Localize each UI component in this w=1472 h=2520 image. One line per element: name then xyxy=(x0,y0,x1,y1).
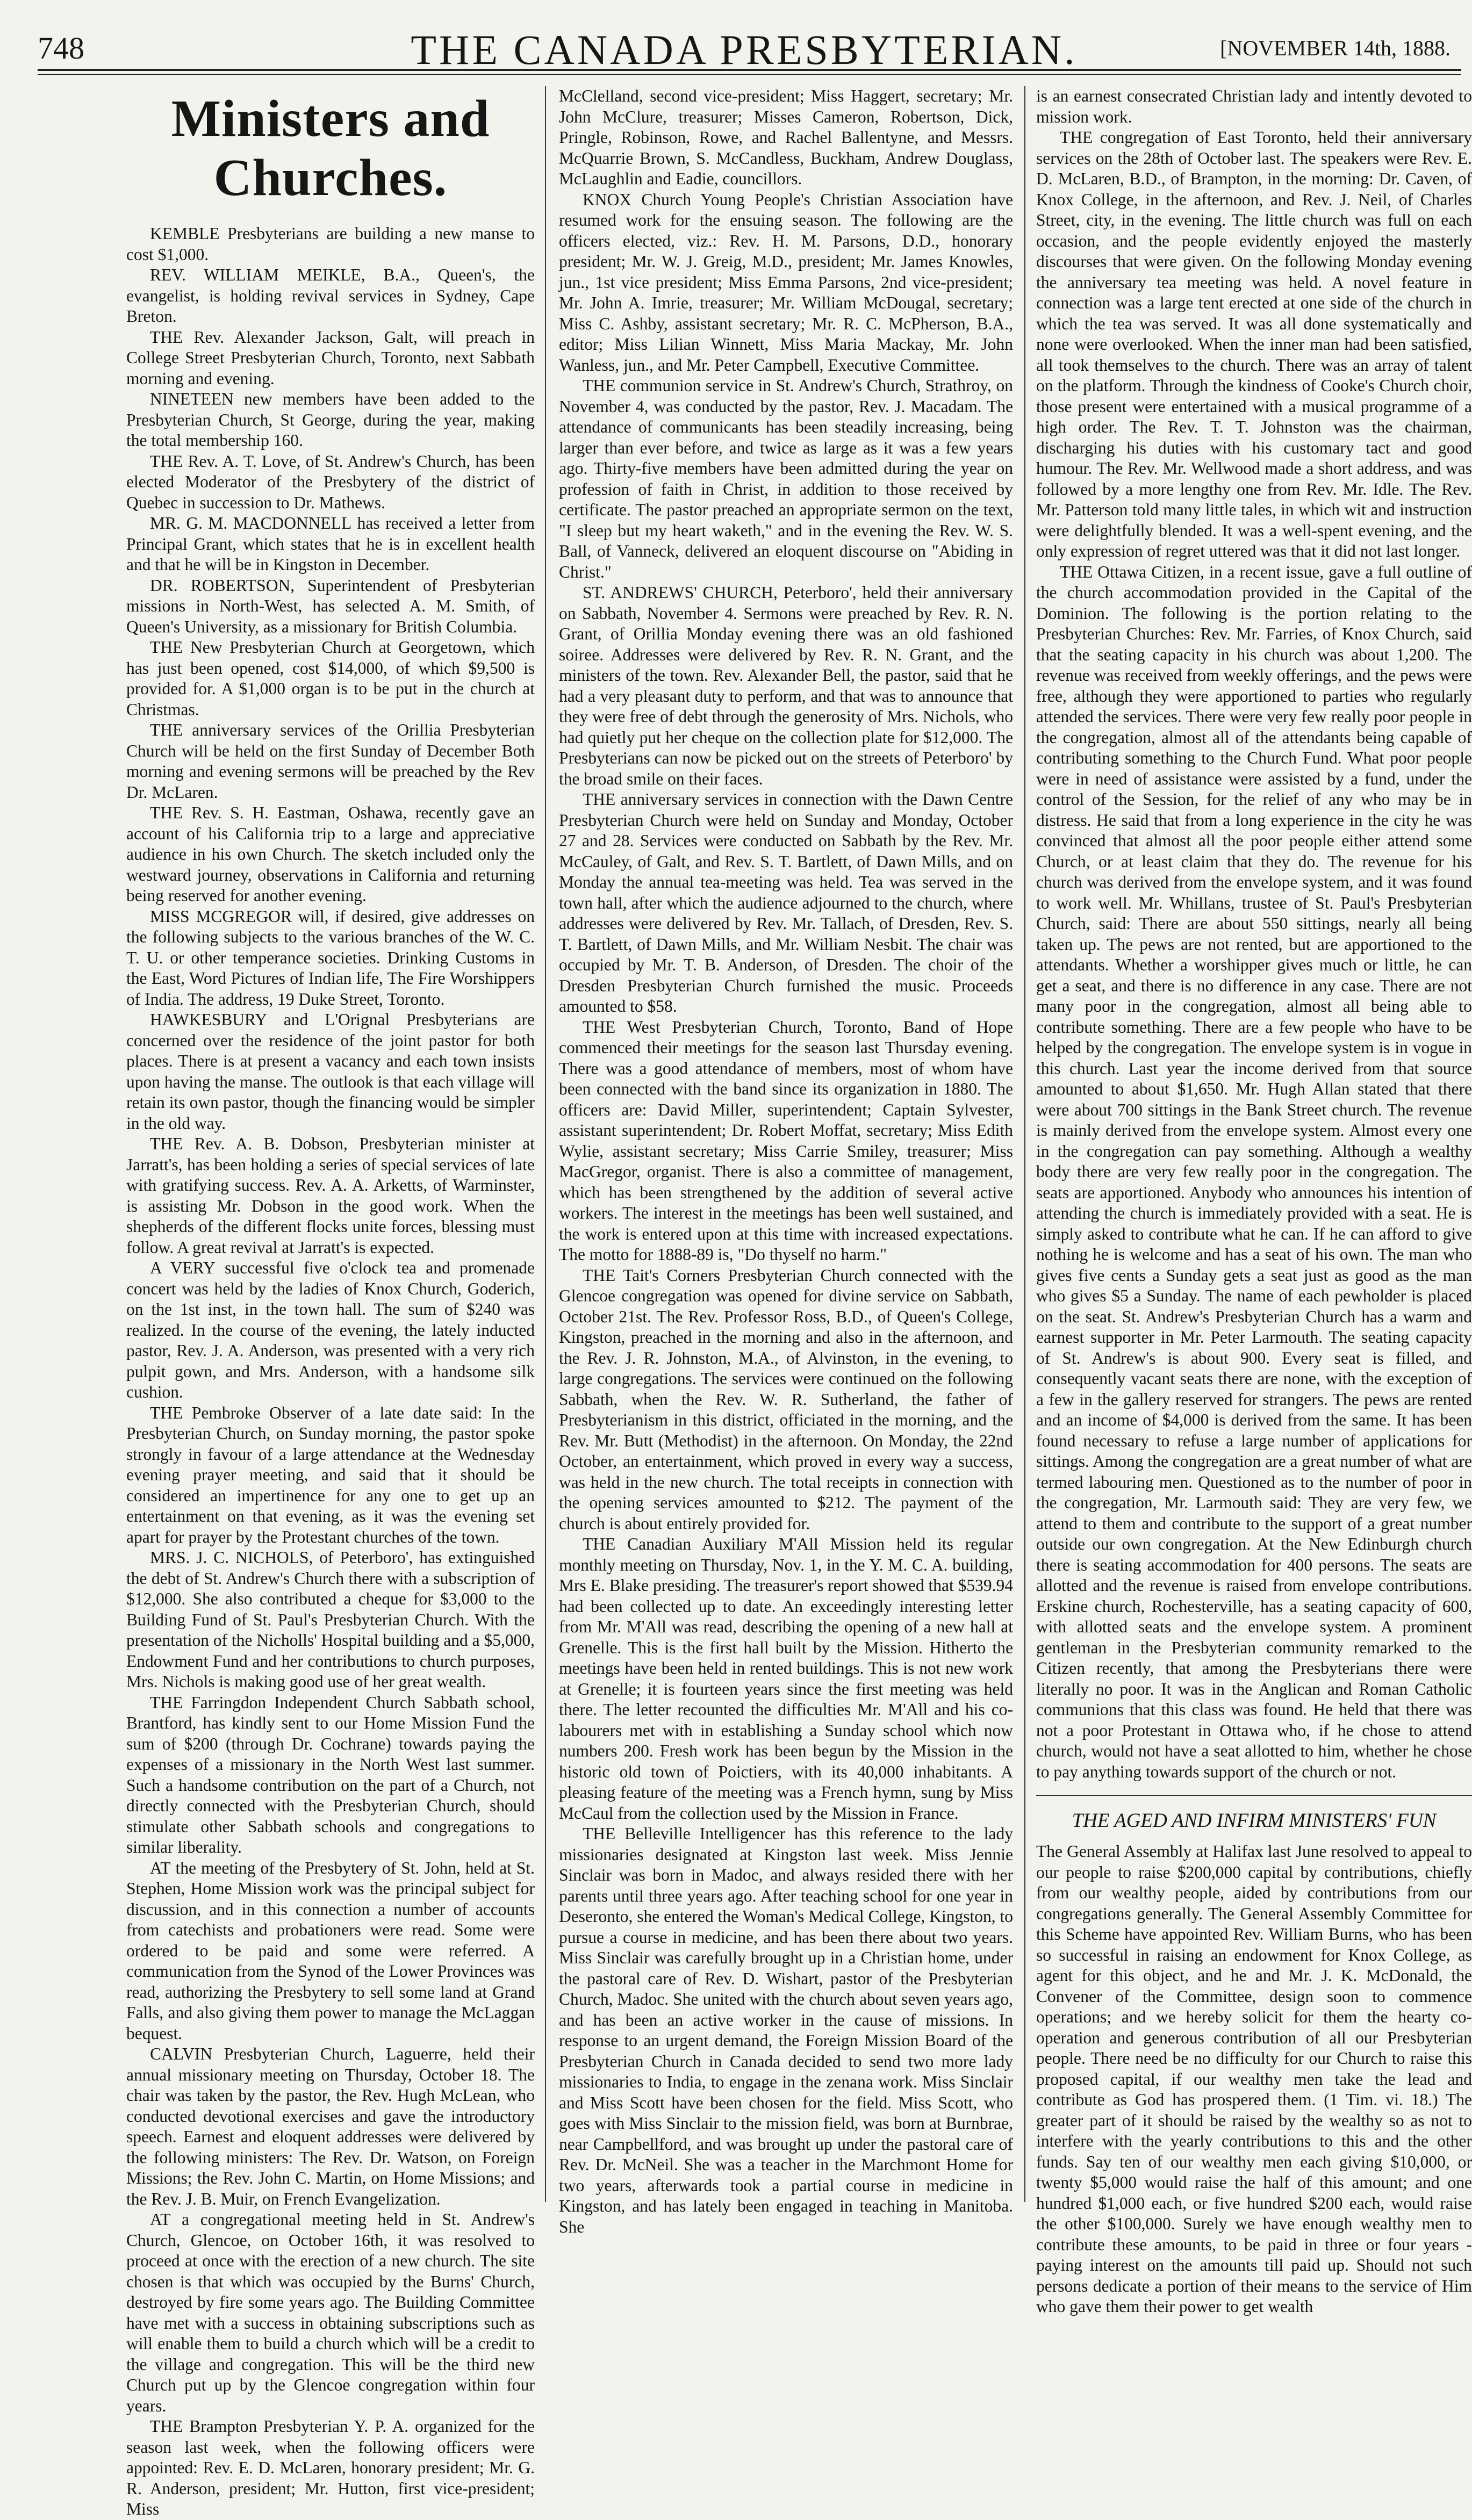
news-paragraph xyxy=(126,637,535,720)
paragraph-text: anniversary services in connection with the Dawn Centre Presbyterian Church were held on Sunday and Monday, October 27 and 28. Services were conducted on Sabbath by the Rev. Mr. McCauley, of Galt, and Rev. S. T. Bartlett, of Dawn Mills, and on Monday the annual tea-meeting was held. Tea was served in the town hall, after which the audience adjourned to the church, where addresses were delivered by Rev. Mr. Tallach, of Dresden, Rev. S. T. Bartlett, of Dawn Mills, and Mr. William Nesbit. The chair was occupied by Mr. T. B. Anderson, of Dresden. The choir of the Dresden Presbyterian Church furnished the music. Proceeds amounted to $58. xyxy=(559,790,1013,1016)
news-paragraph xyxy=(126,327,535,390)
paragraph-text: the meeting of the Presbytery of St. John, held at St. Stephen, Home Mission work was the principal subject for discussion, and in this connection a number of accounts from catechists and probationers were read. Some were ordered to be paid and some were referred. A communication from the Synod of the Lower Provinces was read, authorizing the Presbytery to sell some land at Grand Falls, and also giving them power to manage the McLaggan bequest. xyxy=(126,1858,535,2043)
paragraph-lead: THE xyxy=(1060,128,1093,147)
paragraph-lead: THE xyxy=(583,790,616,809)
paragraph-text: The General Assembly at Halifax last June resolved to appeal to our people to raise $200,000 capital by contributions, chiefly from our wealthy people, aided by contributions from our congregations generally. The General Assembly Committee for this Scheme have appointed Rev. William Burns, who has been so successful in raising an endowment for Knox College, as agent for this object, and he and Mr. J. K. McDonald, the Convener of the Committee, design soon to commence operations; and we hereby solicit for them the hearty co-operation and generous contribution of all our Presbyterian people. There need be no difficulty for our Church to raise this proposed capital, if our wealthy men take the lead and contribute as God has prospered them. (1 Tim. vi. 18.) The greater part of it should be raised by the wealthy so as not to interfere with the yearly contributions to this and the other funds. Say ten of our wealthy men each giving $10,000, or twenty $5,000 would raise the half of this amount; and one hundred $1,000 each, or five hundred $200 each, would raise the other $100,000. Surely we have enough wealthy men to contribute these amounts, to be paid in three or four years - paying interest on the amounts till paid up. Should not such persons dedicate a portion of their means to the service of Him who gave them their power to get wealth xyxy=(1036,1842,1472,2316)
paragraph-text: Rev. S. H. Eastman, Oshawa, recently gave an account of his California trip to a large and appreciative audience in his own Church. The sketch included only the westward journey, observations in California and returning being reserved for another evening. xyxy=(126,803,535,905)
paragraph-lead: THE xyxy=(1060,562,1093,581)
paragraph-text: Presbyterians are building a new manse to cost $1,000. xyxy=(126,224,535,264)
paragraph-lead: HAWKESBURY xyxy=(150,1010,267,1029)
paragraph-lead: AT xyxy=(150,2210,171,2229)
paragraph-lead: ST. ANDREWS' CHURCH, xyxy=(583,583,778,602)
paragraph-text: a congregational meeting held in St. Andrew's Church, Glencoe, on October 16th, it was resolved to proceed at once with the erection of a new church. The site chosen is that which was occupied by the Burns' Church, destroyed by fire some years ago. The Building Committee have met with a success in obtaining subscriptions such as will enable them to build a church which will be a credit to the village and congregation. This will be the third new Church put up by the Glencoe congregation within four years. xyxy=(126,2210,535,2415)
paragraph-text: Queen's, the evangelist, is holding revival services in Sydney, Cape Breton. xyxy=(126,265,535,326)
column-divider xyxy=(1024,86,1025,2202)
news-paragraph xyxy=(126,513,535,575)
paragraph-lead: THE xyxy=(583,1265,616,1285)
paragraph-text: Peterboro', held their anniversary on Sabbath, November 4. Sermons were preached by Rev. R. N. Grant, of Orillia Monday evening there was an old fashioned soiree. Addresses were delivered by Rev. R. N. Grant, and the ministers of the town. Rev. Alexander Bell, the pastor, said that he had a very pleasant duty to perform, and that was to announce that they were free of debt through the generosity of Mrs. Nichols, who had quietly put her cheque on the collection plate for $12,000. The Presbyterians can now be picked out on the streets of Peterboro' by the broad smile on their faces. xyxy=(559,583,1014,788)
paragraph-text: Belleville Intelligencer has this reference to the lady missionaries designated at Kingston last week. Miss Jennie Sinclair was born in Madoc, and always resided there with her parents until three years ago. After teaching school for one year in Deseronto, she entered the Woman's Medical College, Kingston, to pursue a course in medicine, and has been there about two years. Miss Sinclair was carefully brought up in a Christian home, under the pastoral care of Rev. D. Wishart, pastor of the Presbyterian Church, Madoc. She united with the church about seven years ago, and has been an active worker in the cause of missions. In response to an urgent demand, the Foreign Mission Board of the Presbyterian Church in Canada decided to send two more lady missionaries to India, to engage in the zenana work. Miss Sinclair and Miss Scott have been chosen for the field. Miss Scott, who goes with Miss Sinclair to the mission field, was born at Burnbrae, near Campbellford, and was brought up under the pastoral care of Rev. Dr. McNeil. She was a teacher in the Marchmont Home for two years, afterwards took a partial course in medicine in Kingston, and has lately been engaged in teaching in Manitoba. She xyxy=(559,1824,1014,2236)
news-paragraph xyxy=(126,2044,535,2209)
news-paragraph xyxy=(559,190,1013,376)
paragraph-text: Church Young People's Christian Association have resumed work for the ensuing season. The following are the officers elected, viz.: Rev. H. M. Parsons, D.D., honorary president; Mr. W. J. Greig, M.D., president; Mr. James Knowles, jun., 1st vice president; Miss Emma Parsons, 2nd vice-president; Mr. John A. Imrie, treasurer; Mr. William McDougal, secretary; Miss C. Ashby, assistant secretary; Mr. R. C. McPherson, B.A., editor; Miss Lilian Winnett, Miss Maria Mackay, Mr. John Wanless, jun., and Mr. Peter Campbell, Executive Committee. xyxy=(559,190,1014,375)
paragraph-lead: THE xyxy=(150,1134,183,1153)
paragraph-text: Brampton Presbyterian Y. P. A. organized for the season last week, when the following officers were appointed: Rev. E. D. McLaren, honorary president; Mr. G. R. Anderson, president; Mr. Hutton, first vice-president; Miss xyxy=(126,2417,535,2518)
paragraph-text: and L'Orignal Presbyterians are concerned over the residence of the joint pastor for both places. There is at present a vacancy and each town insists upon having the manse. The outlook is that each village will retain its own pastor, though the financing would be simpler in the old way. xyxy=(126,1010,535,1133)
paragraph-lead: THE xyxy=(150,721,183,739)
news-paragraph xyxy=(559,376,1013,582)
paragraph-text: has received a letter from Principal Grant, which states that he is in excellent health and that he will be in Kingston in December. xyxy=(126,514,535,574)
paragraph-text: new members have been added to the Presbyterian Church, St George, during the year, making the total membership 160. xyxy=(126,390,535,450)
news-paragraph xyxy=(126,1403,535,1548)
news-paragraph xyxy=(126,1858,535,2044)
news-paragraph xyxy=(1036,86,1472,127)
paragraph-lead: MRS. J. C. NICHOLS, xyxy=(150,1548,313,1567)
paragraph-lead: KEMBLE xyxy=(150,224,220,243)
news-paragraph xyxy=(126,1547,535,1693)
news-paragraph xyxy=(126,2209,535,2416)
paragraph-lead: THE xyxy=(150,1693,183,1712)
paragraph-text: Rev. A. T. Love, of St. Andrew's Church, has been elected Moderator of the Presbytery of the district of Quebec in succession to Dr. Mathews. xyxy=(126,451,535,512)
paragraph-text: of Peterboro', has extinguished the debt of St. Andrew's Church there with a subscription of $12,000. She also contributed a cheque for $3,000 to the Building Fund of St. Paul's Presbyterian Church. With the presentation of the Nicholls' Hospital building and a $5,000, Endowment Fund and her contributions to church purposes, Mrs. Nichols is making good use of her great wealth. xyxy=(126,1548,535,1691)
paragraph-text: Pembroke Observer of a late date said: In the Presbyterian Church, on Sunday morning, the pastor spoke strongly in favour of a large attendance at the Wednesday evening prayer meeting, and said that it should be considered an impertinence for any one to get up an entertainment on that evening, as it was the evening set apart for prayer by the Protestant churches of the town. xyxy=(126,1403,535,1546)
news-paragraph xyxy=(126,803,535,906)
publication-title: THE CANADA PRESBYTERIAN. xyxy=(411,26,1078,73)
paragraph-lead: REV. WILLIAM MEIKLE, B.A., xyxy=(150,265,420,284)
paragraph-lead: THE xyxy=(583,376,616,395)
paragraph-text: Ottawa Citizen, in a recent issue, gave a full outline of the church accommodation provided in the Capital of the Dominion. The following is the portion relating to the Presbyterian Churches: Rev. Mr. Farries, of Knox Church, said that the seating capacity in his church was about 1,200. The revenue was received from weekly offerings, and the pews were free, although they were apportioned to parties who regularly attended the services. There were very few really poor people in the congregation, almost all of the attendants being capable of contributing something to the Church Fund. What poor people were in need of assistance were assisted by a fund, under the control of the Session, for the relief of any who may be in distress. He said that from a long experience in the city he was convinced that almost all the poor people either attend some Church, or at least claim that they do. The revenue for his church was derived from the envelope system, and it was found to work well. Mr. Whillans, trustee of St. Paul's Presbyterian Church, said: There are about 550 sittings, nearly all being taken up. The pews are not rented, but are apportioned to the attendants. Whether a worshipper gives much or little, he can get a seat, and there is no difference in any case. There are not many poor in the congregation, almost all being able to contribute something. There are a few people who have to be helped by the congregation. The envelope system is in vogue in this church. Last year the income derived from that source amounted to about $1,650. Mr. Hugh Allan stated that there were about 700 sittings in the Bank Street church. The revenue is mainly derived from the envelope system. Almost every one in the congregation can pay something. Although a wealthy body there are very few really poor in the congregation. The seats are apportioned. Anybody who announces his intention of attending the church is immediately provided with a seat. He is simply asked to contribute what he can. If he can afford to give nothing he is welcome and has a seat of his own. The man who gives five cents a Sunday gets a seat just as good as the man who gives $5 a Sunday. The name of each pewholder is placed on the seat. St. Andrew's Presbyterian Church has a warm and earnest supporter in Mr. Peter Larmouth. The seating capacity of St. Andrew's is about 900. Every seat is filled, and consequently vacant seats there are none, with the exception of a few in the gallery reserved for strangers. The pews are rented and an income of $4,000 is derived from the same. It has been found necessary to refuse a large number of applications for sittings. Among the congregation are a great number of what are termed labouring men. Questioned as to the number of poor in the congregation, Mr. Larmouth said: They are very few, we attend to them and contribute to the support of a great number outside our own congregation. At the New Edinburgh church there is seating accommodation for 400 persons. The seats are allotted and the revenue is raised from envelope contributions. Erskine church, Rochesterville, has a seating capacity of 600, with allotted seats and the envelope system. A prominent gentleman in the Presbyterian community remarked to the Citizen recently, that among the Presbyterians there were literally no poor. It was in the Anglican and Roman Catholic communions that this class was found. He held that there was not a poor Protestant in Ottawa who, if he chose to attend church, would not have a seat allotted to him, whether he chose to pay anything towards support of the church or not. xyxy=(1036,562,1472,1781)
news-paragraph xyxy=(559,86,1013,190)
news-paragraph xyxy=(559,582,1013,789)
news-paragraph xyxy=(126,224,535,265)
news-paragraph xyxy=(559,1534,1013,1824)
paragraph-text: Tait's Corners Presbyterian Church connected with the Glencoe congregation was opened for divine service on Sabbath, October 21st. The Rev. Professor Ross, B.D., of Queen's College, Kingston, preached in the morning and also in the afternoon, and the Rev. J. R. Johnston, M.A., of Alvinston, in the evening, to large congregations. The services were continued on the following Sabbath, when the Rev. W. R. Sutherland, the father of Presbyterianism in this district, officiated in the morning, and the Rev. Mr. Butt (Methodist) in the afternoon. On Monday, the 22nd October, an entertainment, which proved in every way a success, was held in the new church. The total receipts in connection with the opening services amounted to $212. The payment of the church is about entirely provided for. xyxy=(559,1265,1013,1533)
news-paragraph xyxy=(559,1265,1013,1535)
news-paragraph xyxy=(1036,562,1472,1783)
column-2-body xyxy=(559,86,1013,2237)
news-paragraph xyxy=(126,906,535,1010)
paragraph-text: congregation of East Toronto, held their anniversary services on the 28th of October last. The speakers were Rev. E. D. McLaren, B.D., of Brampton, in the morning: Dr. Caven, of Knox College, in the afternoon, and Rev. J. Neil, of Charles Street, city, in the evening. The little church was full on each occasion, and the people evidently enjoyed the masterly discourses that were given. On the following Monday evening the anniversary tea meeting was held. A novel feature in connection was a large tent erected at one side of the church in which the tea was served. It was all done systematically and none were overlooked. When the inner man had been satisfied, all took themselves to the church. There was an array of talent on the platform. Through the kindness of Cooke's Church choir, those present were entertained with a musical programme of a high order. The Rev. T. T. Johnston was the chairman, discharging his duties with his customary tact and good humour. The Rev. Mr. Wellwood made a short address, and was followed by a more lengthy one from Rev. Mr. Idle. The Rev. Mr. Patterson told many little tales, in which wit and instruction were delightfully blended. It was a well-spent evening, and the only expression of regret uttered was that it did not last longer. xyxy=(1036,128,1472,560)
paragraph-text: communion service in St. Andrew's Church, Strathroy, on November 4, was conducted by the pastor, Rev. J. Macadam. The attendance of communicants has been steadily increasing, being larger than ever before, and twice as large as it was a few years ago. Thirty-five members have been admitted during the year on profession of faith in Christ, in addition to those received by certificate. The pastor preached an appropriate sermon on the text, "I sleep but my heart waketh," and in the evening the Rev. W. S. Ball, of Vanneck, delivered an eloquent discourse on "Abiding in Christ." xyxy=(559,376,1013,581)
paragraph-lead: THE xyxy=(583,1535,616,1553)
news-paragraph xyxy=(1036,127,1472,562)
paragraph-text: Rev. A. B. Dobson, Presbyterian minister at Jarratt's, has been holding a series of special services of late with gratifying success. Rev. A. A. Arketts, of Warminster, is assisting Mr. Dobson in the good work. When the shepherds of the different flocks unite forces, blessing must follow. A great revival at Jarratt's is expected. xyxy=(126,1134,535,1257)
column-3-body xyxy=(1036,86,1472,1782)
news-paragraph xyxy=(126,1134,535,1258)
news-paragraph xyxy=(126,451,535,514)
paragraph-text: successful five o'clock tea and promenade concert was held by the ladies of Knox Church, Goderich, on the 1st inst, in the town hall. The sum of $240 was realized. In the course of the evening, the lately inducted pastor, Rev. J. A. Anderson, was presented with a very rich pulpit gown, and Mrs. Anderson, with a handsome silk cushion. xyxy=(126,1258,535,1401)
header-rule xyxy=(38,69,1461,71)
paragraph-lead: MR. G. M. MACDONNELL xyxy=(150,514,352,532)
paragraph-text: Superintendent of Presbyterian missions in North-West, has selected A. M. Smith, of Queen's University, as a missionary for British Columbia. xyxy=(126,575,535,636)
paragraph-lead: AT xyxy=(150,1858,171,1877)
paragraph-lead: KNOX xyxy=(583,190,631,209)
column-1 xyxy=(126,86,535,2518)
header-rule-thin xyxy=(38,74,1461,75)
paragraph-text: will, if desired, give addresses on the following subjects to the various branches of the W. C. T. U. or other temperance societies. Drinking Customs in the East, Word Pictures of Indian life, The Fire Worshippers of India. The address, 19 Duke Street, Toronto. xyxy=(126,906,535,1009)
news-paragraph xyxy=(126,1010,535,1134)
news-paragraph xyxy=(559,789,1013,1017)
news-paragraph xyxy=(1036,1841,1472,2317)
paragraph-lead: CALVIN xyxy=(150,2044,213,2063)
running-head xyxy=(38,21,1451,73)
paragraph-lead: A VERY xyxy=(150,1258,216,1277)
paragraph-lead: THE xyxy=(150,327,183,347)
column-1-body xyxy=(126,224,535,2520)
column-divider xyxy=(545,86,546,2202)
paragraph-lead: NINETEEN xyxy=(150,390,234,408)
paragraph-lead: THE xyxy=(150,451,183,471)
news-paragraph xyxy=(126,720,535,803)
section-heading: Ministers and Churches. xyxy=(171,90,490,207)
paragraph-text: Rev. Alexander Jackson, Galt, will preach in College Street Presbyterian Church, Toronto, next Sabbath morning and evening. xyxy=(126,327,535,388)
news-paragraph xyxy=(559,1017,1013,1265)
paragraph-text: Farringdon Independent Church Sabbath school, Brantford, has kindly sent to our Home Mission Fund the sum of $200 (through Dr. Cochrane) towards paying the expenses of a missionary in the North West last summer. Such a handsome contribution on the part of a Church, not directly connected with the Presbyterian Church, should stimulate other Sabbath schools and congregations to similar liberality. xyxy=(126,1693,535,1856)
paragraph-lead: THE xyxy=(150,638,183,657)
paragraph-text: anniversary services of the Orillia Presbyterian Church will be held on the first Sunday of December Both morning and evening sermons will be preached by the Rev Dr. McLaren. xyxy=(126,721,535,802)
news-paragraph xyxy=(126,575,535,638)
issue-date: [NOVEMBER 14th, 1888. xyxy=(1220,36,1451,60)
paragraph-lead: THE xyxy=(150,2417,183,2436)
news-paragraph xyxy=(126,1693,535,1858)
news-paragraph xyxy=(126,2416,535,2520)
paragraph-lead: THE xyxy=(150,1403,183,1422)
paragraph-text: New Presbyterian Church at Georgetown, which has just been opened, cost $14,000, of which $9,500 is provided for. A $1,000 organ is to be put in the church at Christmas. xyxy=(126,638,535,719)
column-2 xyxy=(559,86,1014,2236)
column-3-after-body xyxy=(1036,1841,1472,2317)
section-rule xyxy=(1036,1795,1472,1796)
news-paragraph xyxy=(126,389,535,451)
sub-section-title: THE AGED AND INFIRM MINISTERS' FUN xyxy=(1072,1810,1437,1832)
column-3 xyxy=(1036,86,1472,2316)
paragraph-text: Canadian Auxiliary M'All Mission held its regular monthly meeting on Thursday, Nov. 1, in the Y. M. C. A. building, Mrs E. Blake presiding. The treasurer's report showed that $539.94 had been collected up to date. An exceedingly interesting letter from Mr. M'All was read, describing the opening of a new hall at Grenelle. This is the first hall built by the Mission. Hitherto the meetings have been held in rented buildings. This is not new work at Grenelle; it is fourteen years since the first meeting was held there. The letter recounted the difficulties Mr. M'All and his co-labourers met with in establishing a Sunday school which now numbers 200. Fresh work has been begun by the Mission in the historic old town of Poictiers, with its 40,000 inhabitants. A pleasing feature of the meeting was a French hymn, sung by Miss McCaul from the collection used by the Mission in France. xyxy=(559,1535,1013,1823)
paragraph-text: McClelland, second vice-president; Miss Haggert, secretary; Mr. John McClure, treasurer; Misses Cameron, Robertson, Dick, Pringle, Robinson, Rowe, and Rachel Ballentyne, and Messrs. McQuarrie Brown, S. McCandless, Buckham, Andrew Douglass, McLaughlin and Eadie, councillors. xyxy=(559,87,1013,188)
paragraph-lead: THE xyxy=(583,1017,616,1036)
news-paragraph xyxy=(559,1824,1013,2237)
paragraph-text: Presbyterian Church, Laguerre, held their annual missionary meeting on Thursday, October 18. The chair was taken by the pastor, the Rev. Hugh McLean, who conducted devotional exercises and gave the introductory speech. Earnest and eloquent addresses were delivered by the following ministers: The Rev. Dr. Watson, on Foreign Missions; the Rev. John C. Martin, on Home Missions; and the Rev. J. B. Muir, on French Evangelization. xyxy=(126,2044,535,2208)
paragraph-lead: MISS MCGREGOR xyxy=(150,906,292,926)
paragraph-lead: THE xyxy=(583,1824,616,1843)
page-number: 748 xyxy=(38,31,84,66)
paragraph-lead: DR. ROBERTSON, xyxy=(150,575,295,595)
news-paragraph xyxy=(126,265,535,327)
news-paragraph xyxy=(126,1258,535,1403)
paragraph-text: West Presbyterian Church, Toronto, Band of Hope commenced their meetings for the season last Thursday evening. There was a good attendance of members, most of whom have been connected with the band since its organization in 1880. The officers are: David Miller, superintendent; Captain Sylvester, assistant superintendent; Dr. Robert Moffat, secretary; Miss Edith Wylie, assistant secretary; Miss Carrie Smiley, treasurer; Miss MacGregor, organist. There is also a committee of management, which has been strengthened by the addition of several active workers. The interest in the meetings has been well sustained, and the work is entered upon at this time with increased expectations. The motto for 1888-89 is, "Do thyself no harm." xyxy=(559,1017,1014,1264)
paragraph-lead: THE xyxy=(150,803,183,822)
paragraph-text: is an earnest consecrated Christian lady and intently devoted to mission work. xyxy=(1036,87,1472,126)
